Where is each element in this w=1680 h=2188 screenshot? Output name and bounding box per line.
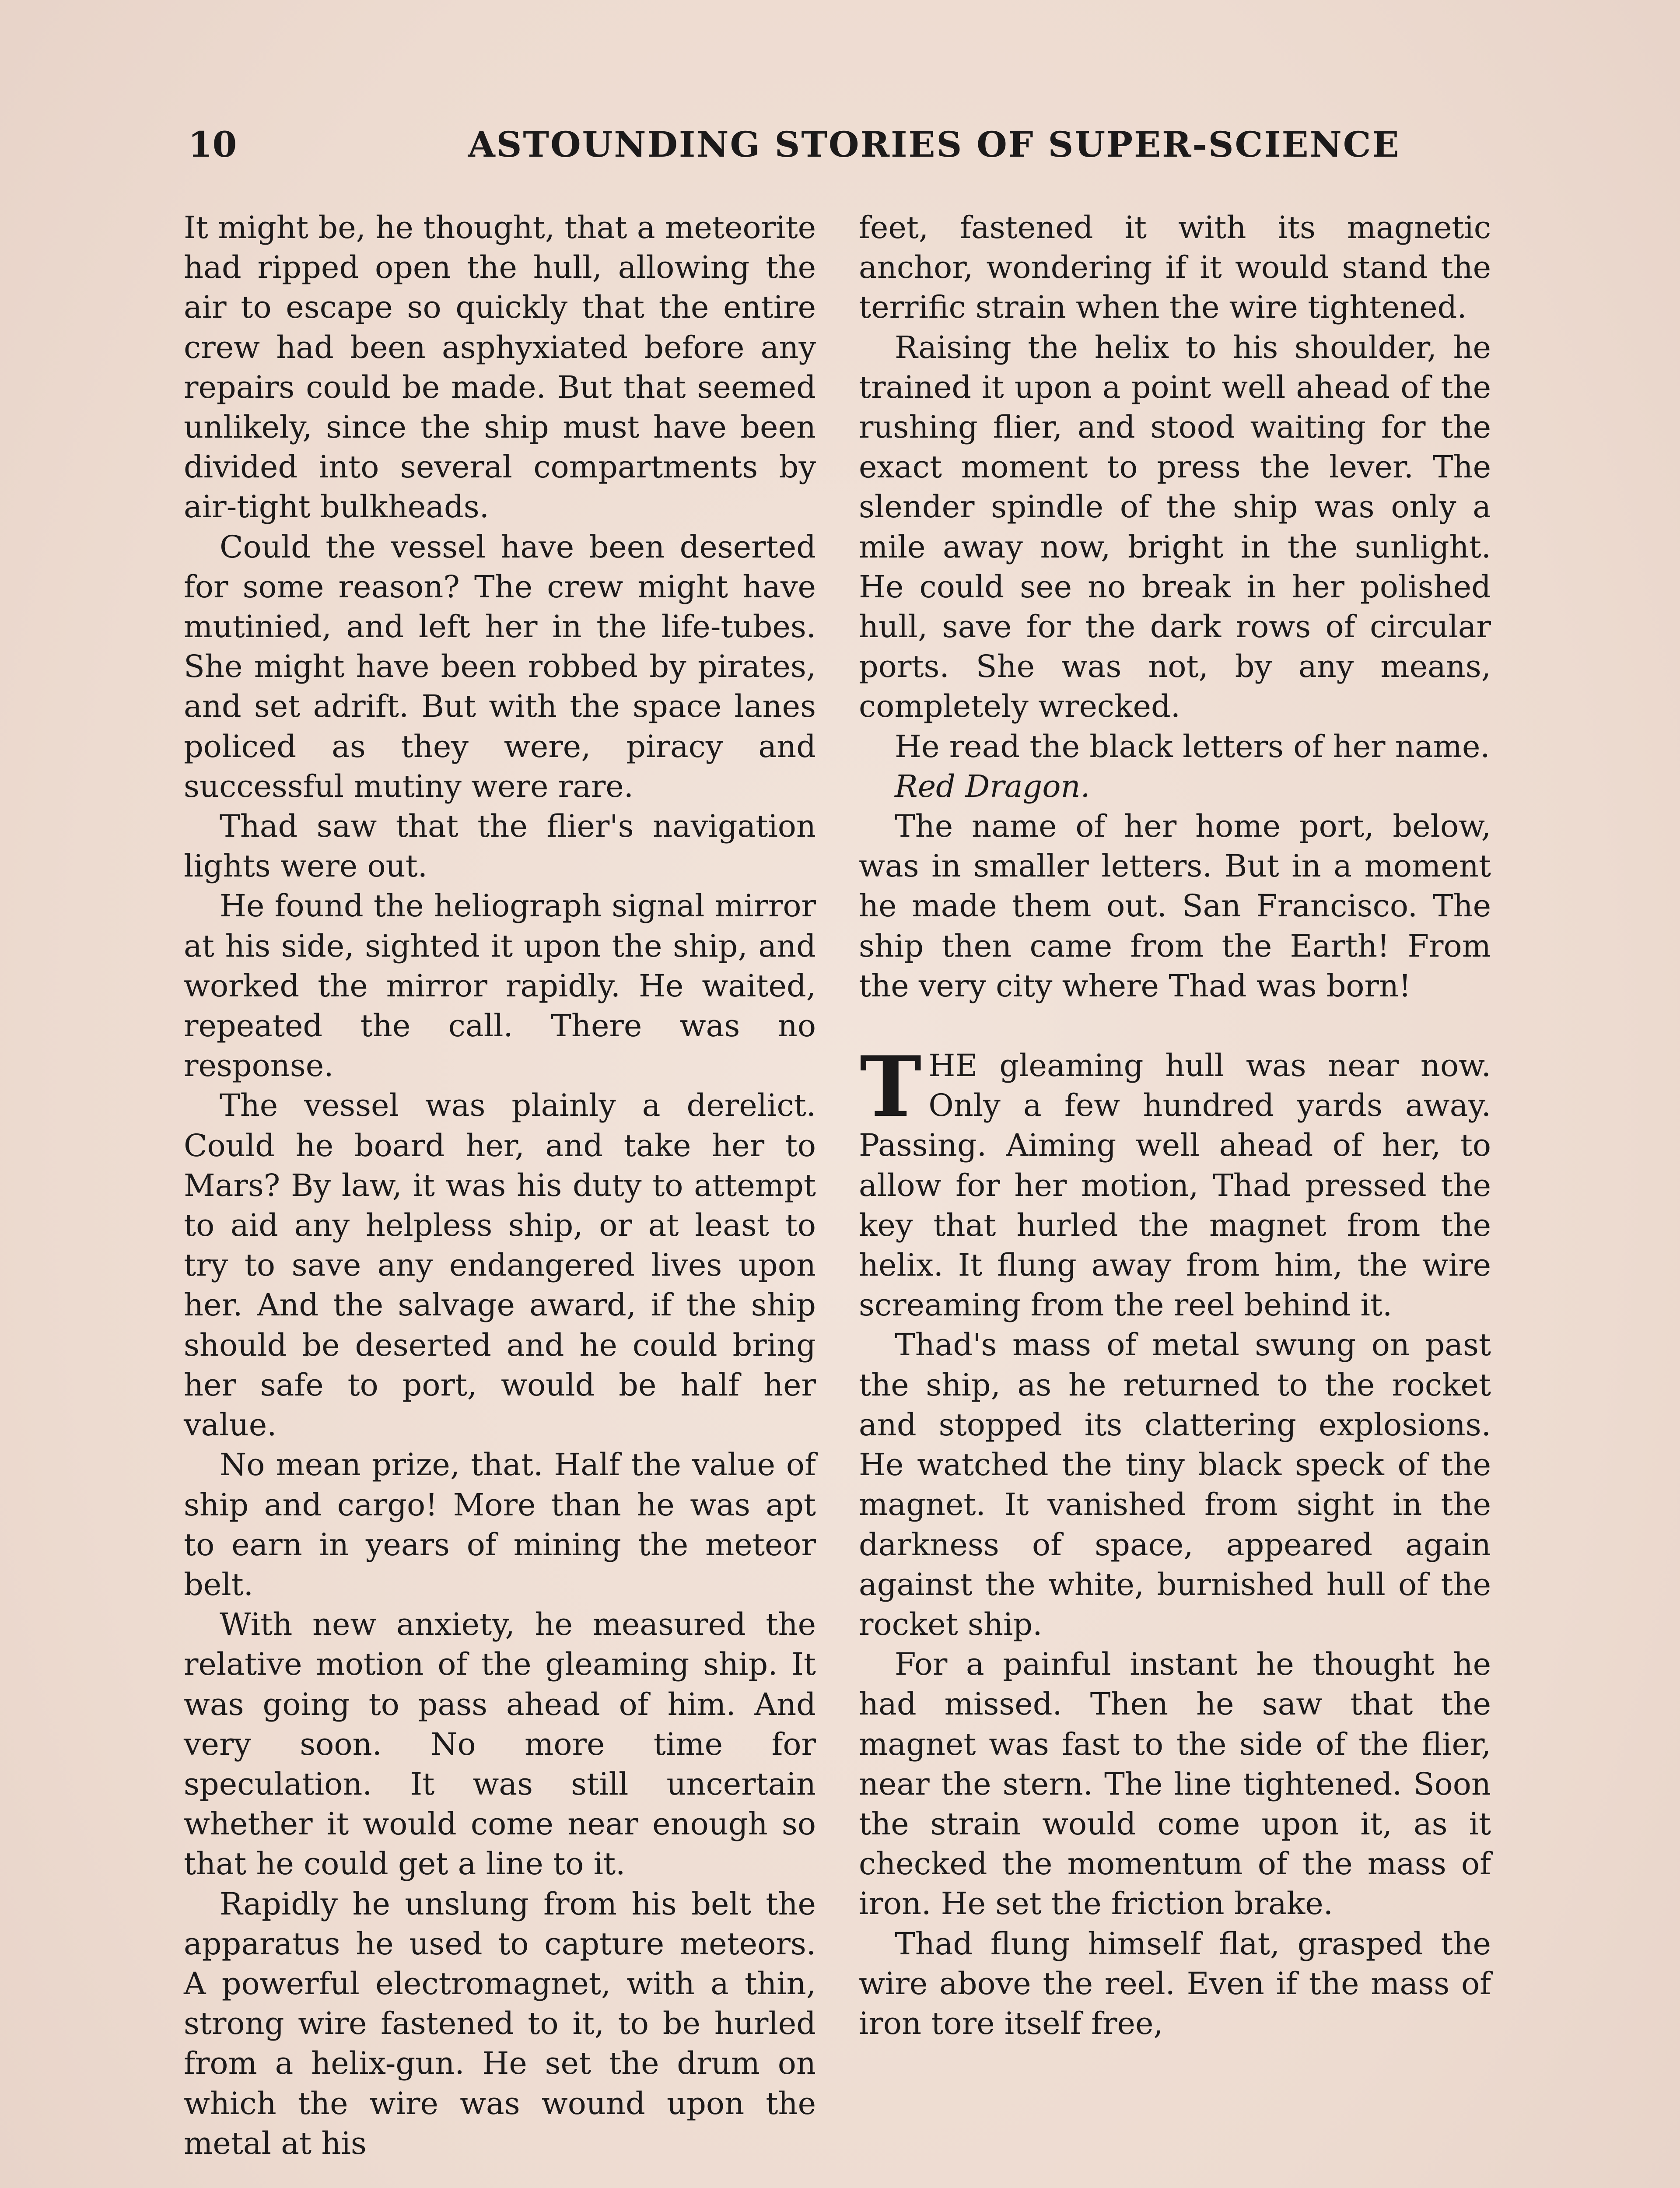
paragraph: Thad flung himself flat, grasped the wire above the reel. Even if the mass of iron tore itself free,: [859, 1925, 1491, 2041]
paragraph: The vessel was plainly a derelict. Could he board her, and take her to Mars? By law, it was his duty to attempt to aid any helpless ship, or at least to try to save any endangered lives upon her. And the salvage award, if the ship should be deserted and he could bring her safe to port, would be half her value.: [184, 1087, 816, 1443]
paragraph: It might be, he thought, that a meteorite had ripped open the hull, allowing the air to escape so quickly that the entire crew had been asphyxiated before any repairs could be made. But that seemed unlikely, since the ship must have been divided into several compartments by air-tight bulkheads.: [184, 210, 816, 525]
paragraph: Thad saw that the flier's navigation lights were out.: [184, 808, 816, 884]
paragraph: Raising the helix to his shoulder, he trained it upon a point well ahead of the rushing flier, and stood waiting for the exact moment to press the lever. The slender spindle of the ship was only a mile away now, bright in the sunlight. He could see no break in her polished hull, save for the dark rows of circular ports. She was not, by any means, completely wrecked.: [859, 329, 1491, 725]
paragraph: With new anxiety, he measured the relative motion of the gleaming ship. It was going to pass ahead of him. And very soon. No more time for speculation. It was still uncertain whether it would come near enough so that he could get a line to it.: [184, 1606, 816, 1882]
paragraph: He read the black letters of her name.: [895, 728, 1490, 764]
page-number: 10: [188, 124, 237, 165]
left-column: [184, 208, 816, 2188]
ship-name-line: Red Dragon.: [895, 768, 1090, 804]
paragraph: For a painful instant he thought he had missed. Then he saw that the magnet was fast to the side of the flier, near the stern. The line tightened. Soon the strain would come upon it, as it checked the momentum of the mass of iron. He set the friction brake.: [859, 1646, 1491, 1922]
drop-cap-letter: T: [860, 1038, 922, 1136]
section-break: [859, 1006, 1491, 1046]
paragraph: feet, fastened it with its magnetic anchor, wondering if it would stand the terrific strain when the wire tightened.: [859, 210, 1491, 326]
paragraph: The name of her home port, below, was in smaller letters. But in a moment he made them out. San Francisco. The ship then came from the Earth! From the very city where Thad was born!: [859, 808, 1491, 1004]
right-column: [859, 208, 1491, 2188]
paragraph: Thad's mass of metal swung on past the ship, as he returned to the rocket and stopped its clattering explosions. He watched the tiny black speck of the magnet. It vanished from sight in the darkness of space, appeared again against the white, burnished hull of the rocket ship.: [859, 1327, 1491, 1642]
paragraph: Rapidly he unslung from his belt the apparatus he used to capture meteors. A powerful electromagnet, with a thin, strong wire fastened to it, to be hurled from a helix-gun. He set the drum on which the wire was wound upon the metal at his: [184, 1886, 816, 2161]
paragraph: Could the vessel have been deserted for some reason? The crew might have mutinied, and left her in the life-tubes. She might have been robbed by pirates, and set adrift. But with the space lanes policed as they were, piracy and successful mutiny were rare.: [184, 529, 816, 804]
paragraph: He found the heliograph signal mirror at his side, sighted it upon the ship, and worked the mirror rapidly. He waited, repeated the call. There was no response.: [184, 888, 816, 1084]
paragraph: No mean prize, that. Half the value of ship and cargo! More than he was apt to earn in years of mining the meteor belt.: [184, 1447, 816, 1602]
running-title: ASTOUNDING STORIES OF SUPER-SCIENCE: [468, 124, 1400, 165]
page-header: [188, 118, 1522, 171]
drop-cap-paragraph: [859, 1038, 1491, 1325]
drop-cap-text: HE gleaming hull was near now. Only a few hundred yards away. Passing. Aiming well ahead of her, to allow for her motion, Thad pressed the key that hurled the magnet from the helix. It flung away from him, the wire screaming from the reel behind it.: [859, 1048, 1491, 1323]
